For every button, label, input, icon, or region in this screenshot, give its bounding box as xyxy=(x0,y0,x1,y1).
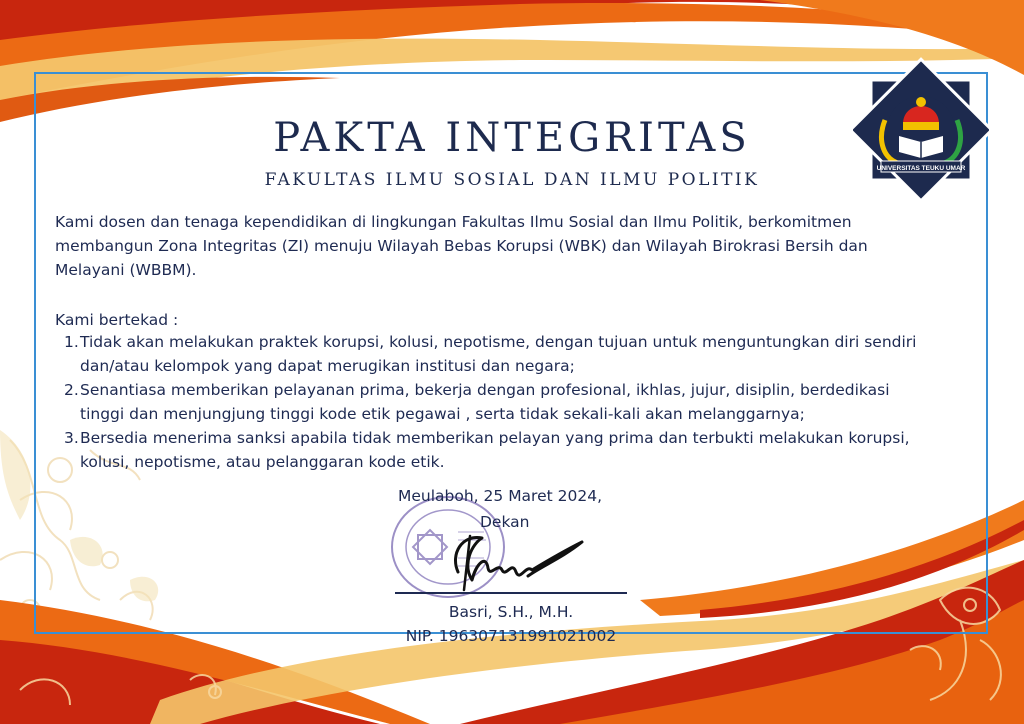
place-date: Meulaboh, 25 Maret 2024, xyxy=(398,487,603,505)
signature-line xyxy=(395,592,627,594)
page-title: PAKTA INTEGRITAS xyxy=(273,115,751,161)
intro-line: Kami dosen dan tenaga kependidikan di lingkungan Fakultas Ilmu Sosial dan Ilmu Politik, berkomitmen xyxy=(55,213,852,231)
university-logo xyxy=(853,50,989,210)
list-line: tinggi dan menjungjung tinggi kode etik pegawai , serta tidak sekali-kali akan melanggarnya; xyxy=(80,405,805,423)
signer-name: Basri, S.H., M.H. xyxy=(448,603,574,621)
page-subtitle: FAKULTAS ILMU SOSIAL DAN ILMU POLITIK xyxy=(264,170,760,190)
intro-paragraph xyxy=(55,210,955,282)
logo-text: UNIVERSITAS TEUKU UMAR xyxy=(876,165,966,172)
list-line: dan/atau kelompok yang dapat merugikan institusi dan negara; xyxy=(80,357,575,375)
list-item xyxy=(64,330,964,378)
list-number: 3. xyxy=(64,429,79,447)
handwritten-signature xyxy=(442,524,592,594)
list-item xyxy=(64,378,964,426)
list-line: Bersedia menerima sanksi apabila tidak memberikan pelayan yang prima dan terbukti melakukan korupsi, xyxy=(80,429,910,447)
list-line: Tidak akan melakukan praktek korupsi, kolusi, nepotisme, dengan tujuan untuk menguntungkan diri sendiri xyxy=(80,333,917,351)
resolve-label: Kami bertekad : xyxy=(55,311,179,329)
list-line: Senantiasa memberikan pelayanan prima, bekerja dengan profesional, ikhlas, jujur, disiplin, berdedikasi xyxy=(80,381,890,399)
list-number: 2. xyxy=(64,381,79,399)
list-number: 1. xyxy=(64,333,79,351)
signer-role: Dekan xyxy=(480,513,530,531)
intro-line: membangun Zona Integritas (ZI) menuju Wilayah Bebas Korupsi (WBK) dan Wilayah Birokrasi Bersih dan xyxy=(55,237,868,255)
intro-line: Melayani (WBBM). xyxy=(55,261,197,279)
commitment-list xyxy=(64,330,964,474)
signer-nip: NIP. 196307131991021002 xyxy=(405,627,617,645)
list-item xyxy=(64,426,964,474)
list-line: kolusi, nepotisme, atau pelanggaran kode etik. xyxy=(80,453,445,471)
